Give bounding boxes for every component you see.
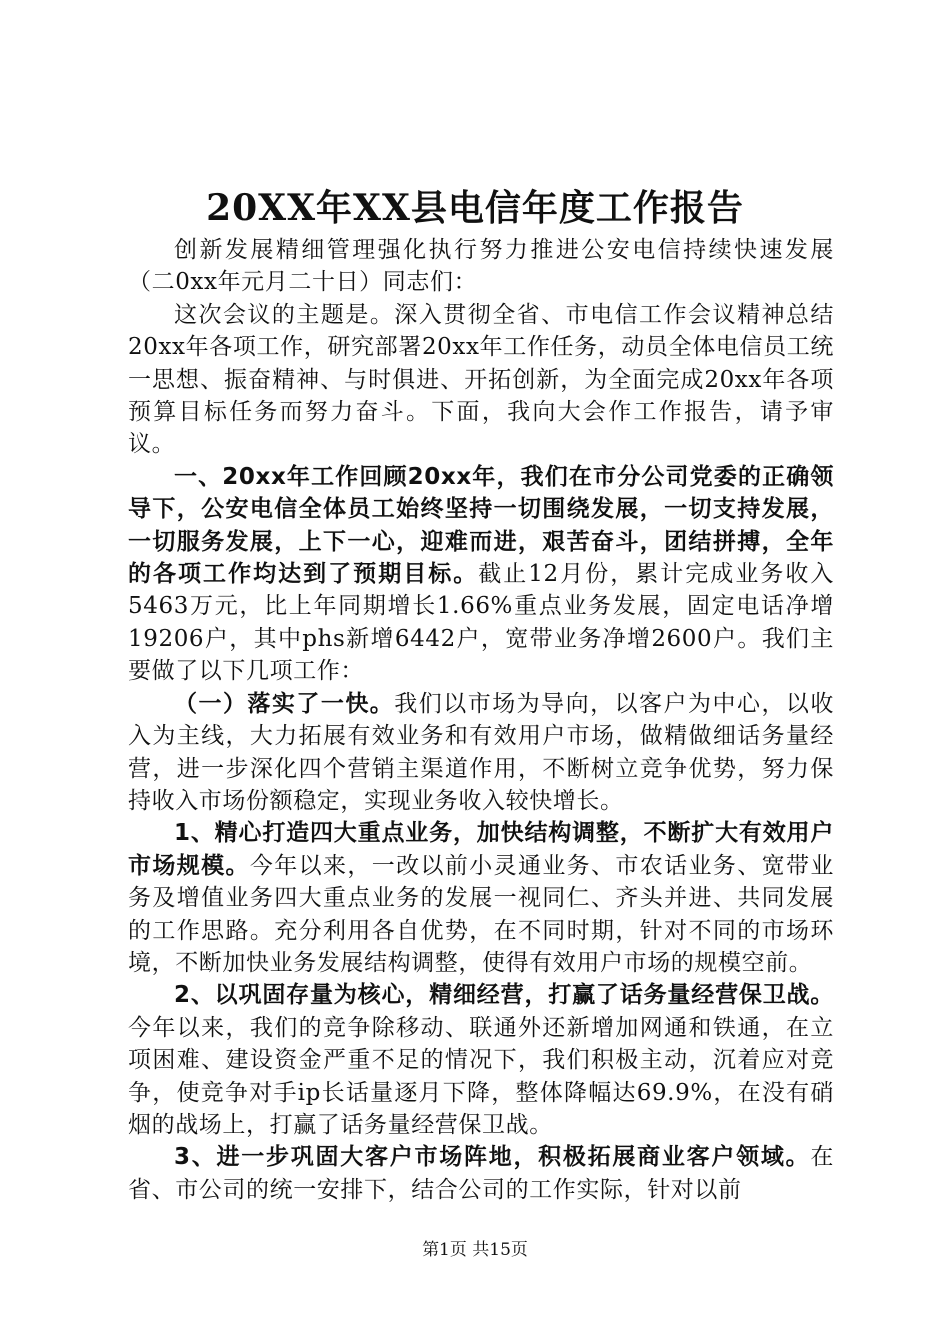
paragraph-item-1 bbox=[128, 817, 834, 979]
paragraph-intro bbox=[128, 234, 834, 299]
document-title: 20XX年XX县电信年度工作报告 bbox=[206, 187, 744, 229]
paragraph-heading: 2、以巩固存量为核心，精细经营，打赢了话务量经营保卫战。 bbox=[174, 982, 834, 1009]
paragraph-section-1 bbox=[128, 461, 834, 688]
paragraph-text: 今年以来，一改以前小灵通业务、市农话业务、宽带业务及增值业务四大重点业务的发展一视同仁、齐头并进、共同发展的工作思路。充分利用各自优势，在不同时期，针对不同的市场环境，不断加快业务发展结构调整，使得有效用户市场的规模空前。 bbox=[128, 852, 834, 976]
paragraph-theme bbox=[128, 299, 834, 461]
paragraph-heading: 3、进一步巩固大客户市场阵地，积极拓展商业客户领域。 bbox=[174, 1144, 811, 1171]
paragraph-item-3 bbox=[128, 1141, 834, 1206]
paragraph-heading: 一、20xx年工作回顾20xx年，我们在市分公司党委的正确领导下，公安电信全体员工始终坚持一切围绕发展，一切支持发展，一切服务发展，上下一心，迎难而进，艰苦奋斗，团结拼搏，全年的各项工作均达到了预期目标。 bbox=[128, 463, 834, 588]
paragraph-heading: 1、精心打造四大重点业务，加快结构调整，不断扩大有效用户市场规模。 bbox=[128, 820, 834, 879]
page-footer: 第1页 共15页 bbox=[422, 1240, 528, 1260]
paragraph-subsection-1 bbox=[128, 688, 834, 818]
document-body bbox=[128, 234, 834, 1206]
paragraph-text: 在省、市公司的统一安排下，结合公司的工作实际，针对以前 bbox=[128, 1144, 834, 1203]
paragraph-heading: （一）落实了一快。 bbox=[174, 690, 395, 717]
paragraph-text: 截止12月份，累计完成业务收入5463万元，比上年同期增长1.66%重点业务发展，固定电话净增19206户，其中phs新增6442户，宽带业务净增2600户。我们主要做了以下几项工作： bbox=[128, 561, 834, 685]
paragraph-text: 今年以来，我们的竞争除移动、联通外还新增加网通和铁通，在立项困难、建设资金严重不足的情况下，我们积极主动，沉着应对竞争，使竞争对手ip长话量逐月下降，整体降幅达69.9%，在没有硝烟的战场上，打赢了话务量经营保卫战。 bbox=[128, 1014, 834, 1138]
paragraph-item-2 bbox=[128, 979, 834, 1141]
paragraph-text: 创新发展精细管理强化执行努力推进公安电信持续快速发展（二0xx年元月二十日）同志们： bbox=[128, 237, 834, 296]
paragraph-text: 我们以市场为导向，以客户为中心，以收入为主线，大力拓展有效业务和有效用户市场，做精做细话务量经营，进一步深化四个营销主渠道作用，不断树立竞争优势，努力保持收入市场份额稳定，实现业务收入较快增长。 bbox=[128, 690, 834, 814]
paragraph-text: 这次会议的主题是。深入贯彻全省、市电信工作会议精神总结20xx年各项工作，研究部署20xx年工作任务，动员全体电信员工统一思想、振奋精神、与时俱进、开拓创新，为全面完成20xx年各项预算目标任务而努力奋斗。下面，我向大会作工作报告，请予审议。 bbox=[128, 301, 834, 458]
